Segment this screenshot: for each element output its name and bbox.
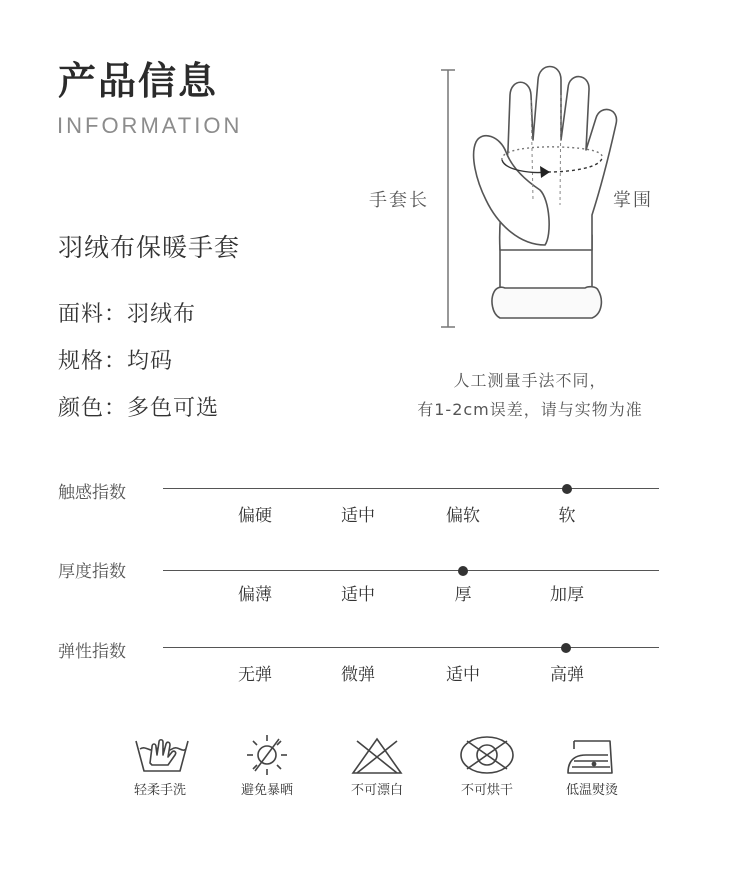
touch-option-1: 偏硬 [238, 506, 272, 526]
spec-fabric: 面料：羽绒布 [58, 302, 197, 327]
care-label-hand-wash: 轻柔手洗 [133, 783, 186, 798]
page-title: 产品信息 [58, 59, 219, 103]
elasticity-option-1: 无弹 [238, 665, 272, 685]
iron-icon [560, 733, 624, 777]
measure-note-line1: 人工测量手法不同， [453, 371, 607, 390]
thickness-option-3: 厚 [454, 585, 472, 605]
sun-icon [235, 733, 299, 777]
care-label-no-bleach: 不可漂白 [350, 783, 403, 798]
glove-length-label: 手套长 [369, 190, 429, 211]
thickness-index-marker [458, 566, 468, 576]
no-bleach-icon [345, 733, 409, 777]
care-label-avoid-sun: 避免暴晒 [240, 783, 293, 798]
touch-index-label: 触感指数 [58, 483, 126, 503]
thickness-option-2: 适中 [341, 585, 375, 605]
elasticity-option-2: 微弹 [341, 665, 375, 685]
care-label-low-temp-iron: 低温熨烫 [565, 783, 618, 798]
touch-index-marker [562, 484, 572, 494]
no-tumble-dry-icon [455, 733, 519, 777]
palm-circumference-label: 掌围 [613, 190, 653, 211]
touch-option-2: 适中 [341, 506, 375, 526]
elasticity-index-label: 弹性指数 [58, 642, 126, 662]
thickness-index-label: 厚度指数 [58, 562, 126, 582]
hand-wash-icon [130, 733, 194, 777]
spec-color: 颜色：多色可选 [58, 396, 220, 421]
thickness-option-1: 偏薄 [238, 585, 272, 605]
elasticity-index-marker [561, 643, 571, 653]
elasticity-index-line [163, 647, 659, 648]
thickness-option-4: 加厚 [550, 585, 584, 605]
touch-index-line [163, 488, 659, 489]
elasticity-option-3: 适中 [446, 665, 480, 685]
measure-note-line2: 有1-2cm误差，请与实物为准 [417, 400, 643, 419]
touch-option-3: 偏软 [446, 506, 480, 526]
spec-size: 规格：均码 [58, 349, 174, 374]
length-measure-line [441, 70, 455, 327]
care-label-no-tumble-dry: 不可烘干 [460, 783, 513, 798]
product-name: 羽绒布保暖手套 [58, 233, 241, 262]
elasticity-option-4: 高弹 [550, 665, 584, 685]
glove-icon [474, 67, 617, 319]
page-subtitle: INFORMATION [57, 113, 243, 138]
thickness-index-line [163, 570, 659, 571]
touch-option-4: 软 [558, 506, 576, 526]
